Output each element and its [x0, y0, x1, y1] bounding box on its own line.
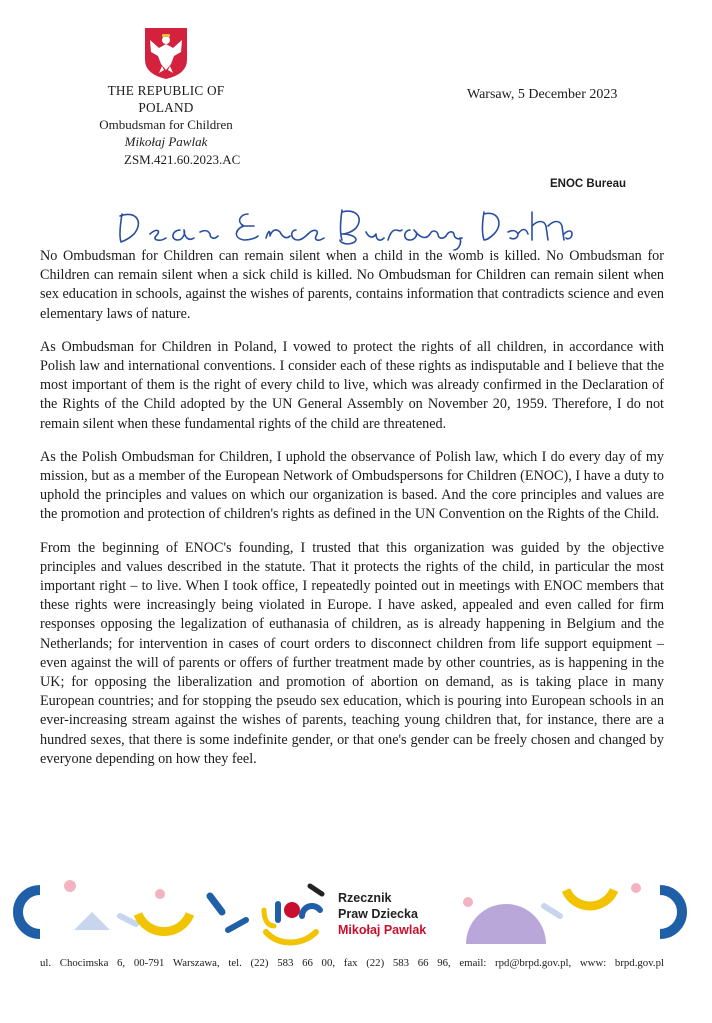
rpd-logo-text	[338, 890, 426, 938]
ombudsman-name: Mikołaj Pawlak	[124, 134, 208, 149]
rpd-logo-icon	[258, 880, 328, 950]
office-title: Ombudsman for Children	[99, 117, 233, 132]
handwritten-salutation	[110, 200, 580, 252]
letter-date: Warsaw, 5 December 2023	[467, 87, 618, 102]
paragraph: No Ombudsman for Children can remain silent when a child in the womb is killed. No Ombudsman for Children can remain silent when a sick child is killed. No Ombudsman for Children can remain silent when sex education in schools, against the wishes of parents, contains information that contradicts science and even elementary laws of nature.	[40, 248, 664, 322]
logo-line-1: Rzecznik	[338, 891, 392, 905]
logo-line-2: Praw Dziecka	[338, 907, 418, 921]
paragraph: From the beginning of ENOC's founding, I trusted that this organization was guided by the objective principles and values described in the statute. That it protects the rights of the child, in particular the most important right – to live. When I took office, I repeatedly pointed out in meetings with ENOC members that these rights were increasingly being violated in Europe. I have asked, appealed and even called for firm responses opposing the legalization of euthanasia of children, as is already happening in Belgium and the Netherlands; for intervention in cases of court orders to disconnect children from life support equipment – even against the will of parents or offers of further treatment made by other countries, as is happening in the UK; for opposing the liberalization and promotion of abortion on demand, as is taking place in many European countries; and for stopping the pseudo sex education, which is pouring into European schools in an ever-increasing stream against the wishes of parents, teaching young children that, for instance, there are a hundred sexes, that there is some indefinite gender, or that one's gender can be freely chosen and changed by everyone depending on how they feel.	[40, 539, 664, 767]
reference-number: ZSM.421.60.2023.AC	[124, 152, 241, 167]
recipient: ENOC Bureau	[550, 178, 627, 190]
paragraph: As Ombudsman for Children in Poland, I vowed to protect the rights of all children, in accordance with Polish law and international conventions. I consider each of these rights as indisputable and I believe that the most important of them is the right of every child to live, which was already confirmed in the Declaration of the Rights of the Child adopted by the UN General Assembly on November 20, 1959. Therefore, I do not remain silent when these fundamental rights of the child are threatened.	[40, 338, 664, 432]
polish-eagle-emblem-icon	[143, 26, 189, 80]
logo-line-3: Mikołaj Pawlak	[338, 923, 427, 937]
sender-header	[79, 82, 253, 150]
letter-body	[40, 247, 664, 783]
footer-address: ul. Chocimska 6, 00-791 Warszawa, tel. (22) 583 66 00, fax (22) 583 66 96, email: rpd@brpd.gov.pl, www: brpd.gov.pl	[40, 957, 664, 969]
paragraph: As the Polish Ombudsman for Children, I uphold the observance of Polish law, which I do every day of my mission, but as a member of the European Network of Ombudspersons for Children (ENOC), I have a duty to uphold the principles and values on which our organization is based. And the core principles and values are the promotion and protection of children's rights as defined in the UN Convention on the Rights of the Child.	[40, 448, 664, 523]
country-name: THE REPUBLIC OF POLAND	[107, 83, 225, 115]
